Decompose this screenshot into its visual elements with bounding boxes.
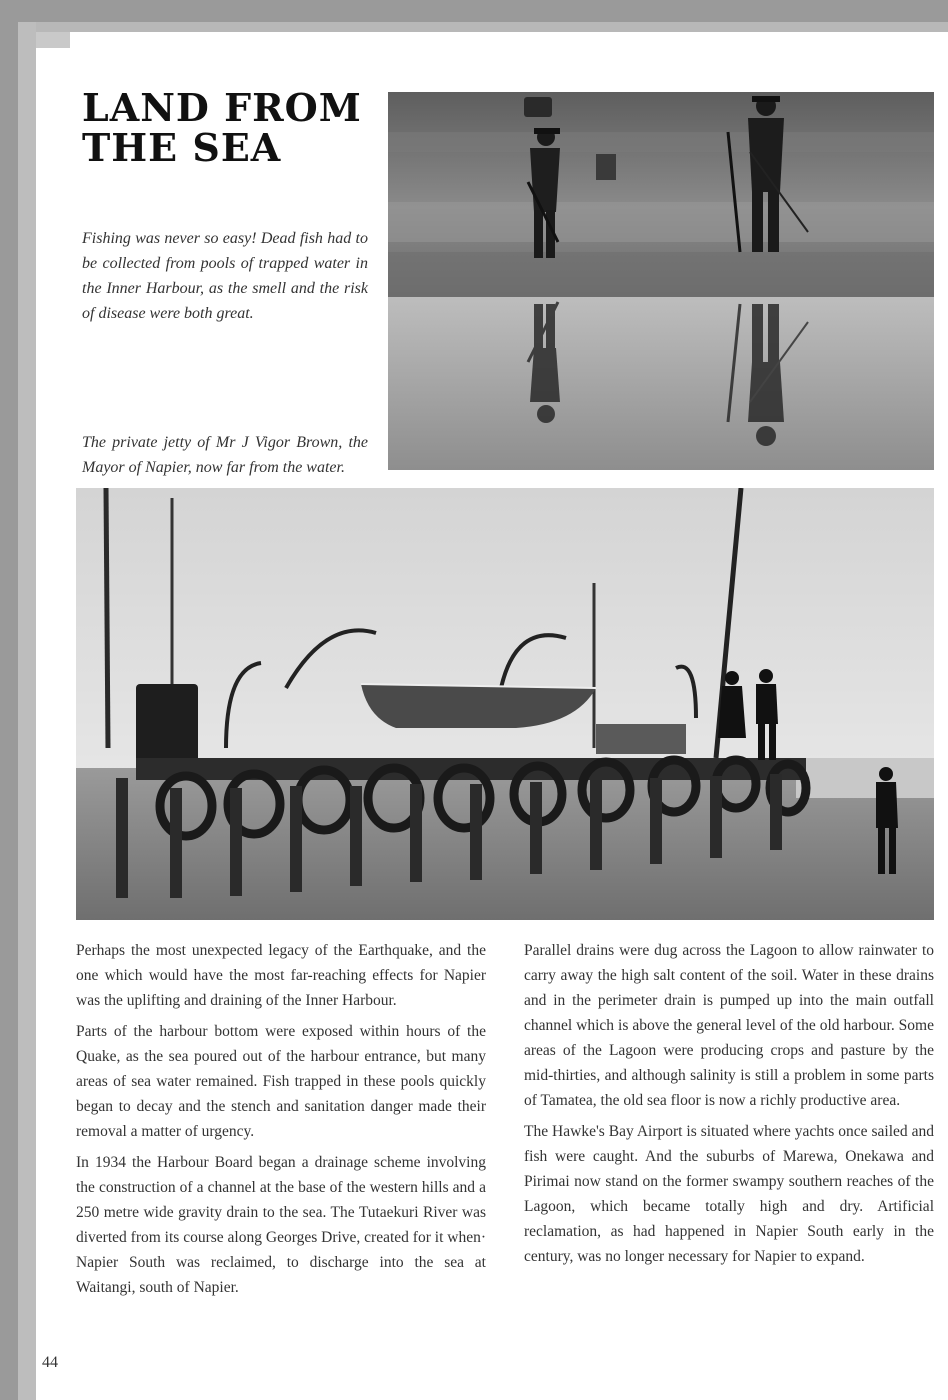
page-margin [36,48,70,1400]
page-frame-left-inner [18,22,36,1400]
page-frame-top [0,0,948,22]
page-frame-left [0,0,18,1400]
page-frame-top-inner [36,22,948,32]
photo-private-jetty-image [76,488,934,920]
body-paragraph: The Hawke's Bay Airport is situated where yachts once sailed and fish were caught. And the suburbs of Marewa, Onekawa and Pirimai now stand on the former swampy southern reaches of the Lagoon, which became totally high and dry. Artificial reclamation, as had happened in Napier South early in the century, was no longer necessary for Napier to expand. [524,1123,934,1265]
body-paragraph: Perhaps the most unexpected legacy of the Earthquake, and the one which would have the most far-reaching effects for Napier was the uplifting and draining of the Inner Harbour. [76,942,486,1009]
title-line-2: THE SEA [82,125,282,170]
photo-private-jetty [76,488,934,920]
caption-jetty: The private jetty of Mr J Vigor Brown, the Mayor of Napier, now far from the water. [82,434,368,476]
body-paragraph: Parts of the harbour bottom were exposed within hours of the Quake, as the sea poured out of the harbour entrance, but many areas of sea water remained. Fish trapped in these pools quickly began to decay and the stench and sanitation danger made their removal a matter of urgency. [76,1023,486,1140]
body-paragraph: Parallel drains were dug across the Lagoon to allow rainwater to carry away the high salt content of the soil. Water in these drains and in the perimeter drain is pumped up into the main outfall channel which is above the general level of the old harbour. Some areas of the Lagoon were producing crops and pasture by the mid-thirties, and although salinity is still a problem in some parts of Tamatea, the old sea floor is now a richly productive area. [524,942,934,1109]
body-paragraph: In 1934 the Harbour Board began a drainage scheme involving the construction of a channel at the base of the western hills and a 250 metre wide gravity drain to the sea. The Tutaekuri River was diverted from its course along Georges Drive, created for it when· Napier South was reclaimed, to discharge into the sea at Waitangi, south of Napier. [76,1154,486,1296]
page-number: 44 [42,1354,58,1371]
body-column-right [524,938,934,1275]
title-line-1: LAND FROM [82,85,362,130]
page-title [82,85,372,170]
photo-fish-collecting-image [388,92,934,470]
body-column-left [76,938,486,1306]
photo-fish-collecting [388,92,934,470]
page-frame-corner [36,32,70,48]
caption-fishing: Fishing was never so easy! Dead fish had to be collected from pools of trapped water in the Inner Harbour, as the smell and the risk of disease were both great. [82,230,368,322]
